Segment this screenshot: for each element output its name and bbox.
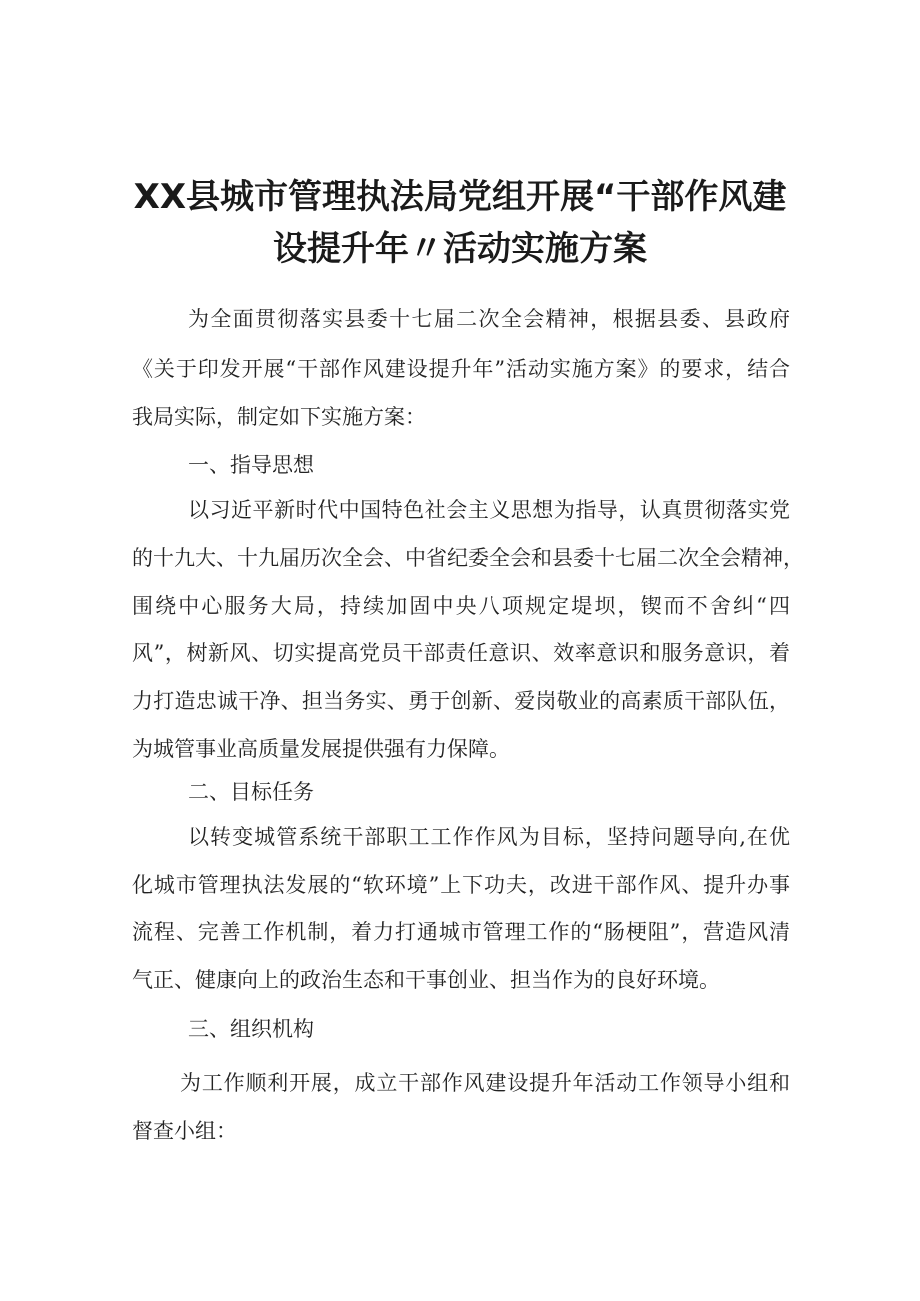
document-title-line-1: XX县城市管理执法局党组开展“干部作风建: [133, 177, 787, 217]
section-heading-goals-tasks: 二、目标任务: [188, 780, 314, 804]
section3-line-2: 督查小组：: [132, 1119, 237, 1143]
section1-line-4: 风”，树新风、切实提高党员干部责任意识、效率意识和服务意识，着: [132, 641, 790, 665]
section-heading-organization: 三、组织机构: [188, 1017, 314, 1041]
intro-line-2: 《关于印发开展“干部作风建设提升年”活动实施方案》的要求，结合: [132, 357, 790, 381]
section1-line-1: 以习近平新时代中国特色社会主义思想为指导，认真贯彻落实党: [188, 498, 790, 522]
section-heading-guiding-ideology: 一、指导思想: [188, 453, 314, 477]
section2-line-2: 化城市管理执法发展的“软环境”上下功夫，改进干部作风、提升办事: [132, 873, 790, 897]
section1-line-2: 的十九大、十九届历次全会、中省纪委全会和县委十七届二次全会精神，: [132, 546, 804, 570]
section3-line-1: 为工作顺利开展，成立干部作风建设提升年活动工作领导小组和: [180, 1071, 790, 1095]
section2-line-4: 气正、健康向上的政治生态和干事创业、担当作为的良好环境。: [132, 968, 720, 992]
section1-line-5: 力打造忠诚干净、担当务实、勇于创新、爱岗敬业的高素质干部队伍，: [132, 689, 790, 713]
document-title-line-2: 设提升年〃活动实施方案: [273, 229, 647, 269]
intro-line-1: 为全面贯彻落实县委十七届二次全会精神，根据县委、县政府: [188, 307, 790, 331]
section2-line-1: 以转变城管系统干部职工工作作风为目标，坚持问题导向,在优: [188, 825, 790, 849]
section1-line-6: 为城管事业高质量发展提供强有力保障。: [132, 737, 510, 761]
intro-line-3: 我局实际，制定如下实施方案：: [132, 405, 426, 429]
section2-line-3: 流程、完善工作机制，着力打通城市管理工作的“肠梗阻”，营造风清: [132, 920, 790, 944]
section1-line-3: 围绕中心服务大局，持续加固中央八项规定堤坝，锲而不舍纠“四: [132, 594, 790, 618]
